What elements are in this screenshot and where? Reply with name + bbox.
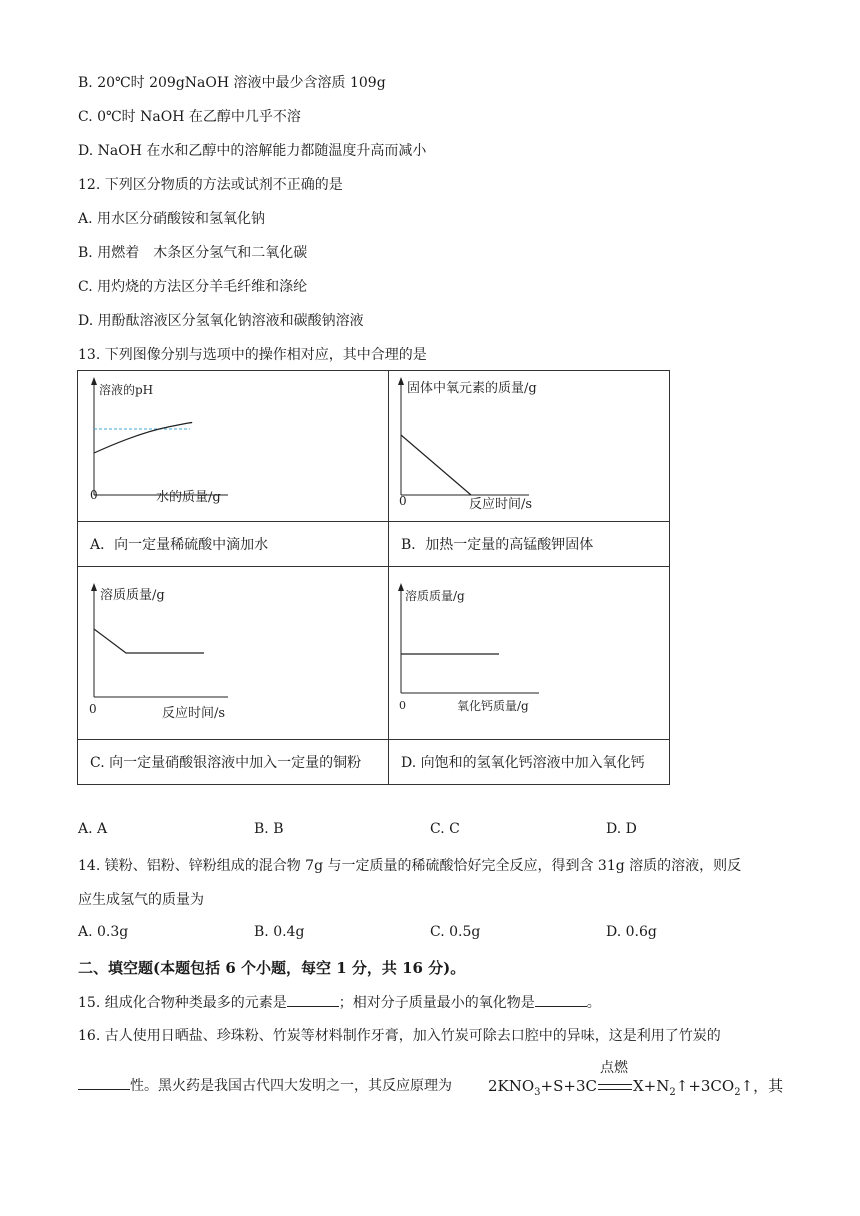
graph-c-ylabel: 溶质质量/g: [100, 588, 165, 603]
choice-b-q13: B. B: [254, 821, 284, 837]
eq-condition-arrow: [597, 1060, 633, 1095]
eq-reactant-s-c: +S+3C: [540, 1077, 597, 1095]
eq-product-co2: +3CO: [688, 1077, 735, 1095]
option-d-q11: D. NaOH 在水和乙醇中的溶解能力都随温度升高而减小: [78, 143, 427, 159]
graph-d: [389, 567, 669, 735]
option-c-q11: C. 0℃时 NaOH 在乙醇中几乎不溶: [78, 109, 301, 125]
choice-d-q13: D. D: [606, 821, 637, 837]
eq-reactant-kno3: 2KNO: [488, 1077, 535, 1095]
graph-c-xlabel: 反应时间/s: [162, 706, 226, 721]
gunpowder-equation: [488, 1060, 784, 1098]
question-13: 13. 下列图像分别与选项中的操作相对应，其中合理的是: [78, 347, 427, 363]
eq-product-x-n2: X+N: [632, 1077, 670, 1095]
graph-b: [389, 371, 669, 517]
graph-table: [77, 370, 670, 785]
choice-d-q14: D. 0.6g: [606, 924, 657, 940]
section-2-heading: 二、填空题(本题包括 6 个小题，每空 1 分，共 16 分)。: [78, 959, 466, 977]
option-b-q11: B. 20℃时 209gNaOH 溶液中最少含溶质 109g: [78, 75, 386, 91]
choice-c-q14: C. 0.5g: [430, 924, 481, 940]
graph-b-caption: B．加热一定量的高锰酸钾固体: [401, 537, 594, 553]
graph-b-origin: 0: [399, 494, 407, 508]
graph-c: [78, 567, 388, 735]
graph-b-ylabel: 固体中氧元素的质量/g: [407, 381, 537, 396]
choice-c-q13: C. C: [430, 821, 460, 837]
graph-c-caption-cell: [78, 740, 389, 785]
graph-a-xlabel: 水的质量/g: [156, 490, 221, 505]
eq-sub-2: 2: [669, 1087, 676, 1098]
graph-a-cell: [78, 371, 389, 522]
graph-d-xlabel: 氧化钙质量/g: [457, 699, 529, 713]
eq-sub-2b: 2: [734, 1087, 741, 1098]
option-d-q12: D. 用酚酞溶液区分氢氧化钠溶液和碳酸钠溶液: [78, 313, 364, 329]
graph-a-origin: 0: [90, 488, 98, 502]
q15-blank-2: [535, 992, 587, 1007]
q15-blank-1: [287, 992, 339, 1007]
option-b-q12: B. 用燃着 木条区分氢气和二氧化碳: [78, 245, 308, 261]
graph-a-caption: A．向一定量稀硫酸中滴加水: [90, 537, 269, 553]
graph-c-origin: 0: [89, 702, 97, 716]
choice-a-q14: A. 0.3g: [78, 924, 129, 940]
choice-a-q13: A. A: [78, 821, 108, 837]
q15-text-2: ；相对分子质量最小的氧化物是: [338, 995, 535, 1011]
q16-text-3: ，其: [753, 1077, 784, 1095]
graph-d-ylabel: 溶质质量/g: [405, 589, 465, 603]
question-16-line-1: 16. 古人使用日晒盐、珍珠粉、竹炭等材料制作牙膏，加入竹炭可除去口腔中的异味，这是利用了竹炭的: [78, 1028, 721, 1044]
graph-c-caption: C. 向一定量硝酸银溶液中加入一定量的铜粉: [90, 755, 362, 771]
question-16-line-2: [78, 1075, 452, 1096]
q16-blank-1: [78, 1075, 130, 1090]
graph-a-caption-cell: [78, 522, 389, 567]
q16-text-2: 性。黑火药是我国古代四大发明之一，其反应原理为: [130, 1078, 452, 1094]
graph-b-caption-cell: [389, 522, 670, 567]
question-15: [78, 992, 601, 1013]
eq-gas-arrow-1: ↑: [675, 1077, 689, 1095]
graph-a: [78, 371, 388, 517]
eq-condition: 点燃: [599, 1060, 628, 1076]
graph-b-xlabel: 反应时间/s: [469, 497, 533, 512]
graph-d-origin: 0: [399, 699, 406, 712]
graph-d-caption-cell: [389, 740, 670, 785]
question-12: 12. 下列区分物质的方法或试剂不正确的是: [78, 177, 343, 193]
question-14-line-1: 14. 镁粉、铝粉、锌粉组成的混合物 7g 与一定质量的稀硫酸恰好完全反应，得到含 31g 溶质的溶液，则反: [78, 858, 742, 874]
graph-a-ylabel: 溶液的pH: [99, 383, 154, 397]
option-c-q12: C. 用灼烧的方法区分羊毛纤维和涤纶: [78, 279, 308, 295]
q15-text-3: 。: [586, 995, 601, 1011]
eq-sub-3: 3: [534, 1087, 541, 1098]
q15-text-1: 15. 组成化合物种类最多的元素是: [78, 995, 287, 1011]
graph-d-caption: D. 向饱和的氢氧化钙溶液中加入氧化钙: [401, 755, 645, 771]
graph-c-cell: [78, 567, 389, 740]
eq-gas-arrow-2: ↑: [740, 1077, 754, 1095]
choice-b-q14: B. 0.4g: [254, 924, 305, 940]
option-a-q12: A. 用水区分硝酸铵和氢氧化钠: [78, 211, 266, 227]
graph-d-cell: [389, 567, 670, 740]
graph-b-cell: [389, 371, 670, 522]
question-14-line-2: 应生成氢气的质量为: [78, 892, 204, 908]
